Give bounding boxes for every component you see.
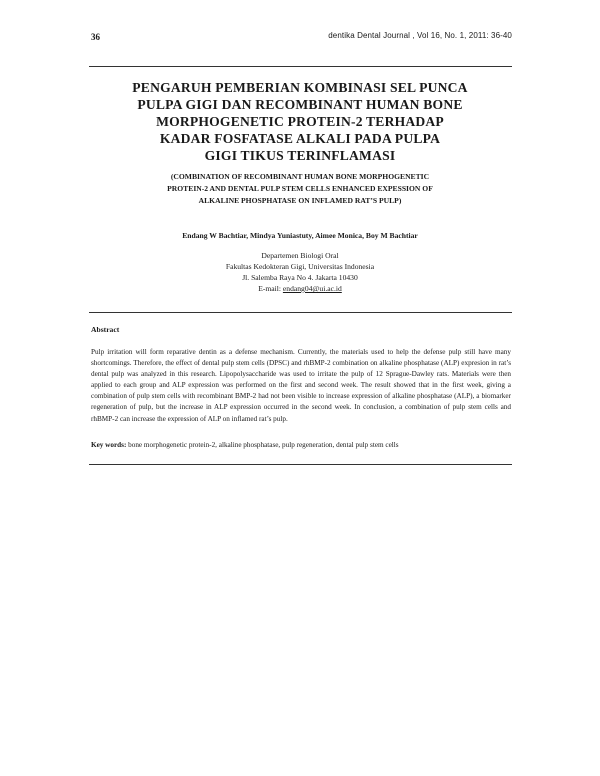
article-title bbox=[100, 79, 500, 164]
email-link[interactable]: endang04@ui.ac.id bbox=[282, 284, 342, 293]
department: Departemen Biologi Oral bbox=[261, 251, 339, 260]
title-line: PULPA GIGI DAN RECOMBINANT HUMAN BONE bbox=[137, 97, 463, 112]
keywords-text: bone morphogenetic protein-2, alkaline phosphatase, pulp regeneration, dental pulp stem cells bbox=[126, 441, 399, 449]
subtitle-line: PROTEIN-2 AND DENTAL PULP STEM CELLS ENHANCED EXPESSION OF bbox=[167, 184, 433, 193]
author-list: Endang W Bachtiar, Mindya Yuniastuty, Aimee Monica, Boy M Bachtiar bbox=[182, 231, 418, 240]
title-line: GIGI TIKUS TERINFLAMASI bbox=[204, 148, 396, 163]
subtitle-line: ALKALINE PHOSPHATASE ON INFLAMED RAT’S PULP) bbox=[198, 196, 402, 205]
subtitle-line: (COMBINATION OF RECOMBINANT HUMAN BONE MORPHOGENETIC bbox=[170, 172, 430, 181]
abstract-end-divider bbox=[89, 464, 512, 465]
affiliation-block bbox=[150, 250, 450, 294]
faculty: Fakultas Kedokteran Gigi, Universitas Indonesia bbox=[225, 262, 375, 271]
english-title bbox=[120, 171, 480, 207]
email-label: E-mail: bbox=[258, 284, 283, 293]
abstract-body: Pulp irritation will form reparative dentin as a defense mechanism. Currently, the materials used to help the defense pulp still have many shortcomings. Therefore, the effect of dental pulp stem cells (DPSC) and rhBMP-2 combination on alkaline phosphatase (ALP) expresion in rat’s dental pulp was analyzed in this research. Lipopolysaccharide was used to irritate the pulp of 12 Sprague-Dawley rats. Materials were then applied to each group and ALP expression was performed on the first and second week. The result showed that in the first week, giving a combination of pulp stem cells with recombinant BMP-2 had not been visible to increase expression of alkaline phosphatase (ALP), a biomarker regeneration of pulp, but the increase in ALP expression occurred in the second week. In conclusion, a combination of pulp stem cells and rhBMP-2 can increase the expression of ALP on inflamed rat’s pulp. bbox=[91, 348, 511, 423]
title-line: PENGARUH PEMBERIAN KOMBINASI SEL PUNCA bbox=[132, 80, 468, 95]
title-line: MORPHOGENETIC PROTEIN-2 TERHADAP bbox=[156, 114, 444, 129]
abstract-heading: Abstract bbox=[91, 325, 120, 334]
title-line: KADAR FOSFATASE ALKALI PADA PULPA bbox=[159, 131, 441, 146]
page-number: 36 bbox=[91, 32, 100, 42]
running-head: dentika Dental Journal , Vol 16, No. 1, 2011: 36-40 bbox=[328, 31, 512, 40]
email-line bbox=[150, 283, 450, 294]
keywords-label: Key words: bbox=[91, 441, 127, 449]
address: Jl. Salemba Raya No 4. Jakarta 10430 bbox=[242, 273, 358, 282]
keywords bbox=[91, 440, 511, 451]
section-divider bbox=[89, 312, 512, 313]
header-divider bbox=[89, 66, 512, 67]
